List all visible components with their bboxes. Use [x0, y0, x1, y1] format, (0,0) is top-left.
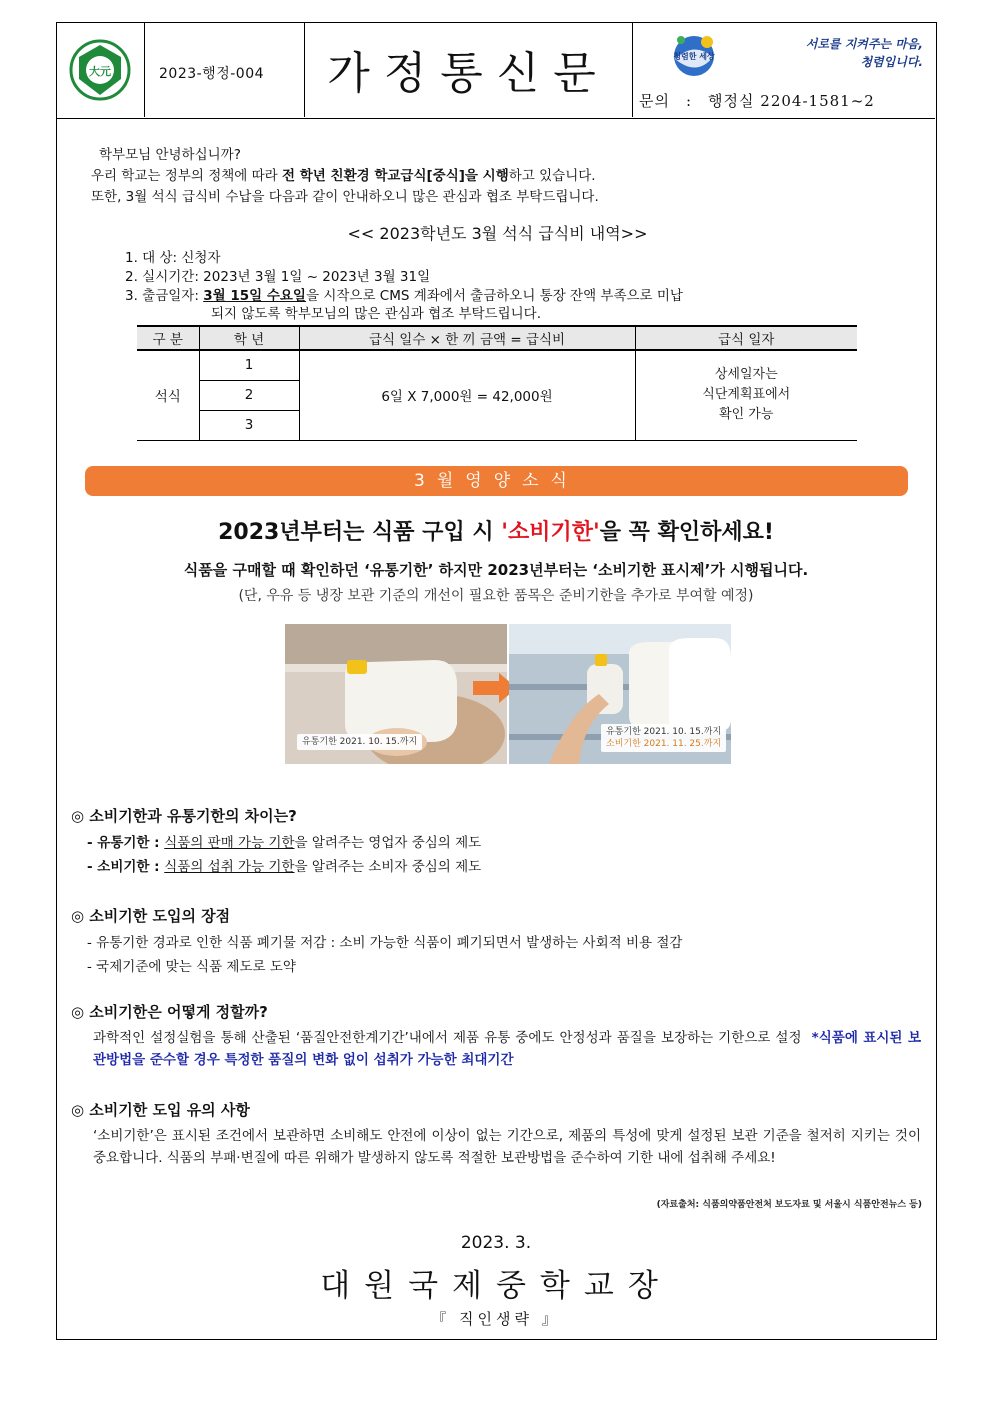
- photo-before-label: 유통기한 2021. 10. 15.까지: [297, 734, 422, 750]
- contact-label: 문의: [639, 92, 670, 110]
- clean-logo-text: 청렴한 세상: [673, 52, 715, 61]
- fee-schedule-line-1: 상세일자는: [714, 367, 778, 383]
- issue-date: 2023. 3.: [460, 1233, 532, 1253]
- section-1-item-1-term: - 유통기한 :: [87, 835, 165, 851]
- slogan-line-2: 청렴입니다.: [860, 55, 923, 69]
- section-2-title: ◎ 소비기한 도입의 장점: [71, 907, 231, 925]
- headline: [57, 515, 935, 546]
- notice-item-2: 2. 실시기간: 2023년 3월 1일 ~ 2023년 3월 31일: [125, 269, 431, 285]
- notice-item-3-post: 을 시작으로 CMS 계좌에서 출금하오니 통장 잔액 부족으로 미납: [305, 288, 683, 304]
- fee-grade-1: 1: [199, 350, 299, 380]
- section-3-text: [93, 1027, 921, 1071]
- notice-item-1: 1. 대 상: 신청자: [125, 250, 221, 266]
- school-logo-icon: [69, 39, 131, 101]
- table-row: [137, 350, 857, 380]
- logo-text: 大元: [89, 65, 111, 78]
- logo-cell: [57, 23, 145, 117]
- fee-header-category: 구 분: [137, 326, 199, 350]
- notice-item-3-cont: 되지 않도록 학부모님의 많은 관심과 협조 부탁드립니다.: [211, 306, 541, 322]
- headline-post: 을 꼭 확인하세요!: [599, 520, 774, 545]
- seal-omitted: 『 직인생략 』: [431, 1310, 561, 1328]
- section-4-title: ◎ 소비기한 도입 유의 사항: [71, 1101, 250, 1119]
- headline-pre: 2023년부터는 식품 구입 시: [218, 520, 502, 545]
- section-3-title: ◎ 소비기한은 어떻게 정할까?: [71, 1003, 268, 1021]
- section-1-item-2-term: - 소비기한 :: [87, 859, 165, 875]
- intro-line-3: 또한, 3월 석식 급식비 수납을 다음과 같이 안내하오니 많은 관심과 협조 부탁드립니다.: [91, 189, 599, 205]
- intro-line-2-pre: 우리 학교는 정부의 정책에 따라: [91, 168, 282, 184]
- section-1-item-2: [87, 855, 481, 875]
- fee-table-header: [137, 326, 857, 350]
- section-2-item-1: - 유통기한 경과로 인한 식품 폐기물 저감 : 소비 가능한 식품이 폐기되면서 발생하는 사회적 비용 절감: [87, 935, 683, 951]
- fee-schedule-line-3: 확인 가능: [719, 407, 774, 423]
- photo-after-label-2: 소비기한 2021. 11. 25.까지: [606, 739, 722, 749]
- source-note: (자료출처: 식품의약품안전처 보도자료 및 서울시 식품안전뉴스 등): [656, 1200, 922, 1210]
- intro-line-2-post: 하고 있습니다.: [508, 168, 596, 184]
- notice-item-3-bold: 3월 15일 수요일: [203, 288, 306, 304]
- section-3-body: 과학적인 설정실험을 통해 산출된 ‘품질안전한계기간’내에서 제품 유통 중에도 안정성과 품질을 보장하는 기한으로 설정: [93, 1030, 802, 1046]
- contact-sep: :: [685, 92, 693, 110]
- headline-red: '소비기한': [501, 520, 600, 545]
- photo-after: [509, 624, 731, 764]
- fee-category: 석식: [137, 350, 199, 440]
- intro-line-2: [91, 166, 596, 186]
- fee-schedule-line-2: 식단계획표에서: [702, 387, 791, 403]
- principal-signature: 대원국제중학교장: [320, 1268, 672, 1304]
- section-1-title: ◎ 소비기한과 유통기한의 차이는?: [71, 807, 297, 825]
- section-1-item-2-underlined: 식품의 섭취 가능 기한: [164, 859, 295, 875]
- section-1-item-1: [87, 831, 481, 851]
- code-cell: [145, 23, 305, 117]
- photo-after-label-1: 유통기한 2021. 10. 15.까지: [606, 727, 722, 737]
- fee-header-amount: 급식 일수 × 한 끼 금액 = 급식비: [299, 326, 635, 350]
- fee-table: [137, 325, 857, 441]
- fee-grade-3: 3: [199, 410, 299, 440]
- contact-value: 행정실 2204-1581~2: [708, 92, 875, 110]
- fee-header-grade: 학 년: [199, 326, 299, 350]
- fee-grade-2: 2: [199, 380, 299, 410]
- page-title: 가정통신문: [327, 48, 610, 99]
- subline: 식품을 구매할 때 확인하던 ‘유통기한’ 하지만 2023년부터는 ‘소비기한 표시제’가 시행됩니다.: [183, 561, 809, 579]
- section-4-text: ‘소비기한’은 표시된 조건에서 보관하면 소비해도 안전에 이상이 없는 기간으로, 제품의 특성에 맞게 설정된 보관 기준을 철저히 지키는 것이 중요합니다. 식품의 부패·변질에 따른 위해가 발생하지 않도록 적절한 보관방법을 준수하여 기한 내에 섭취해 주세요!: [93, 1128, 921, 1166]
- title-cell: [305, 23, 633, 117]
- section-3-emphasis: *식품에 표시된 보관방법을 준수할 경우 특정한 품질의 변화 없이 섭취가 가능한 최대기간: [93, 1030, 921, 1068]
- contact-info: [639, 90, 875, 111]
- intro-line-2-bold: 전 학년 친환경 학교급식[중식]을 시행: [282, 168, 509, 184]
- slogan-line-1: 서로를 지켜주는 마음,: [805, 37, 923, 51]
- fee-schedule: [635, 350, 857, 440]
- notice-item-3-pre: 3. 출금일자:: [125, 288, 204, 304]
- section-1-item-1-rest: 을 알려주는 영업자 중심의 제도: [294, 835, 482, 851]
- fee-amount: 6일 X 7,000원 = 42,000원: [299, 350, 635, 440]
- header: [57, 23, 935, 119]
- document-frame: [56, 22, 937, 1340]
- notice-item-3: [125, 286, 683, 306]
- doc-code: 2023-행정-004: [159, 66, 265, 82]
- slogan: [806, 35, 923, 71]
- clean-world-logo-icon: [667, 33, 721, 79]
- fee-header-schedule: 급식 일자: [635, 326, 857, 350]
- contact-cell: [633, 23, 935, 117]
- greeting: 학부모님 안녕하십니까?: [99, 147, 241, 163]
- subnote: (단, 우유 등 냉장 보관 기준의 개선이 필요한 품목은 준비기한을 추가로 부여할 예정): [238, 588, 754, 604]
- nutrition-banner: 3월영양소식: [85, 466, 908, 496]
- notice-title: << 2023학년도 3월 석식 급식비 내역>>: [347, 224, 648, 243]
- photo-after-label: [601, 724, 726, 752]
- section-2-item-2: - 국제기준에 맞는 식품 제도로 도약: [87, 959, 296, 975]
- section-1-item-2-rest: 을 알려주는 소비자 중심의 제도: [294, 859, 482, 875]
- section-1-item-1-underlined: 식품의 판매 가능 기한: [164, 835, 295, 851]
